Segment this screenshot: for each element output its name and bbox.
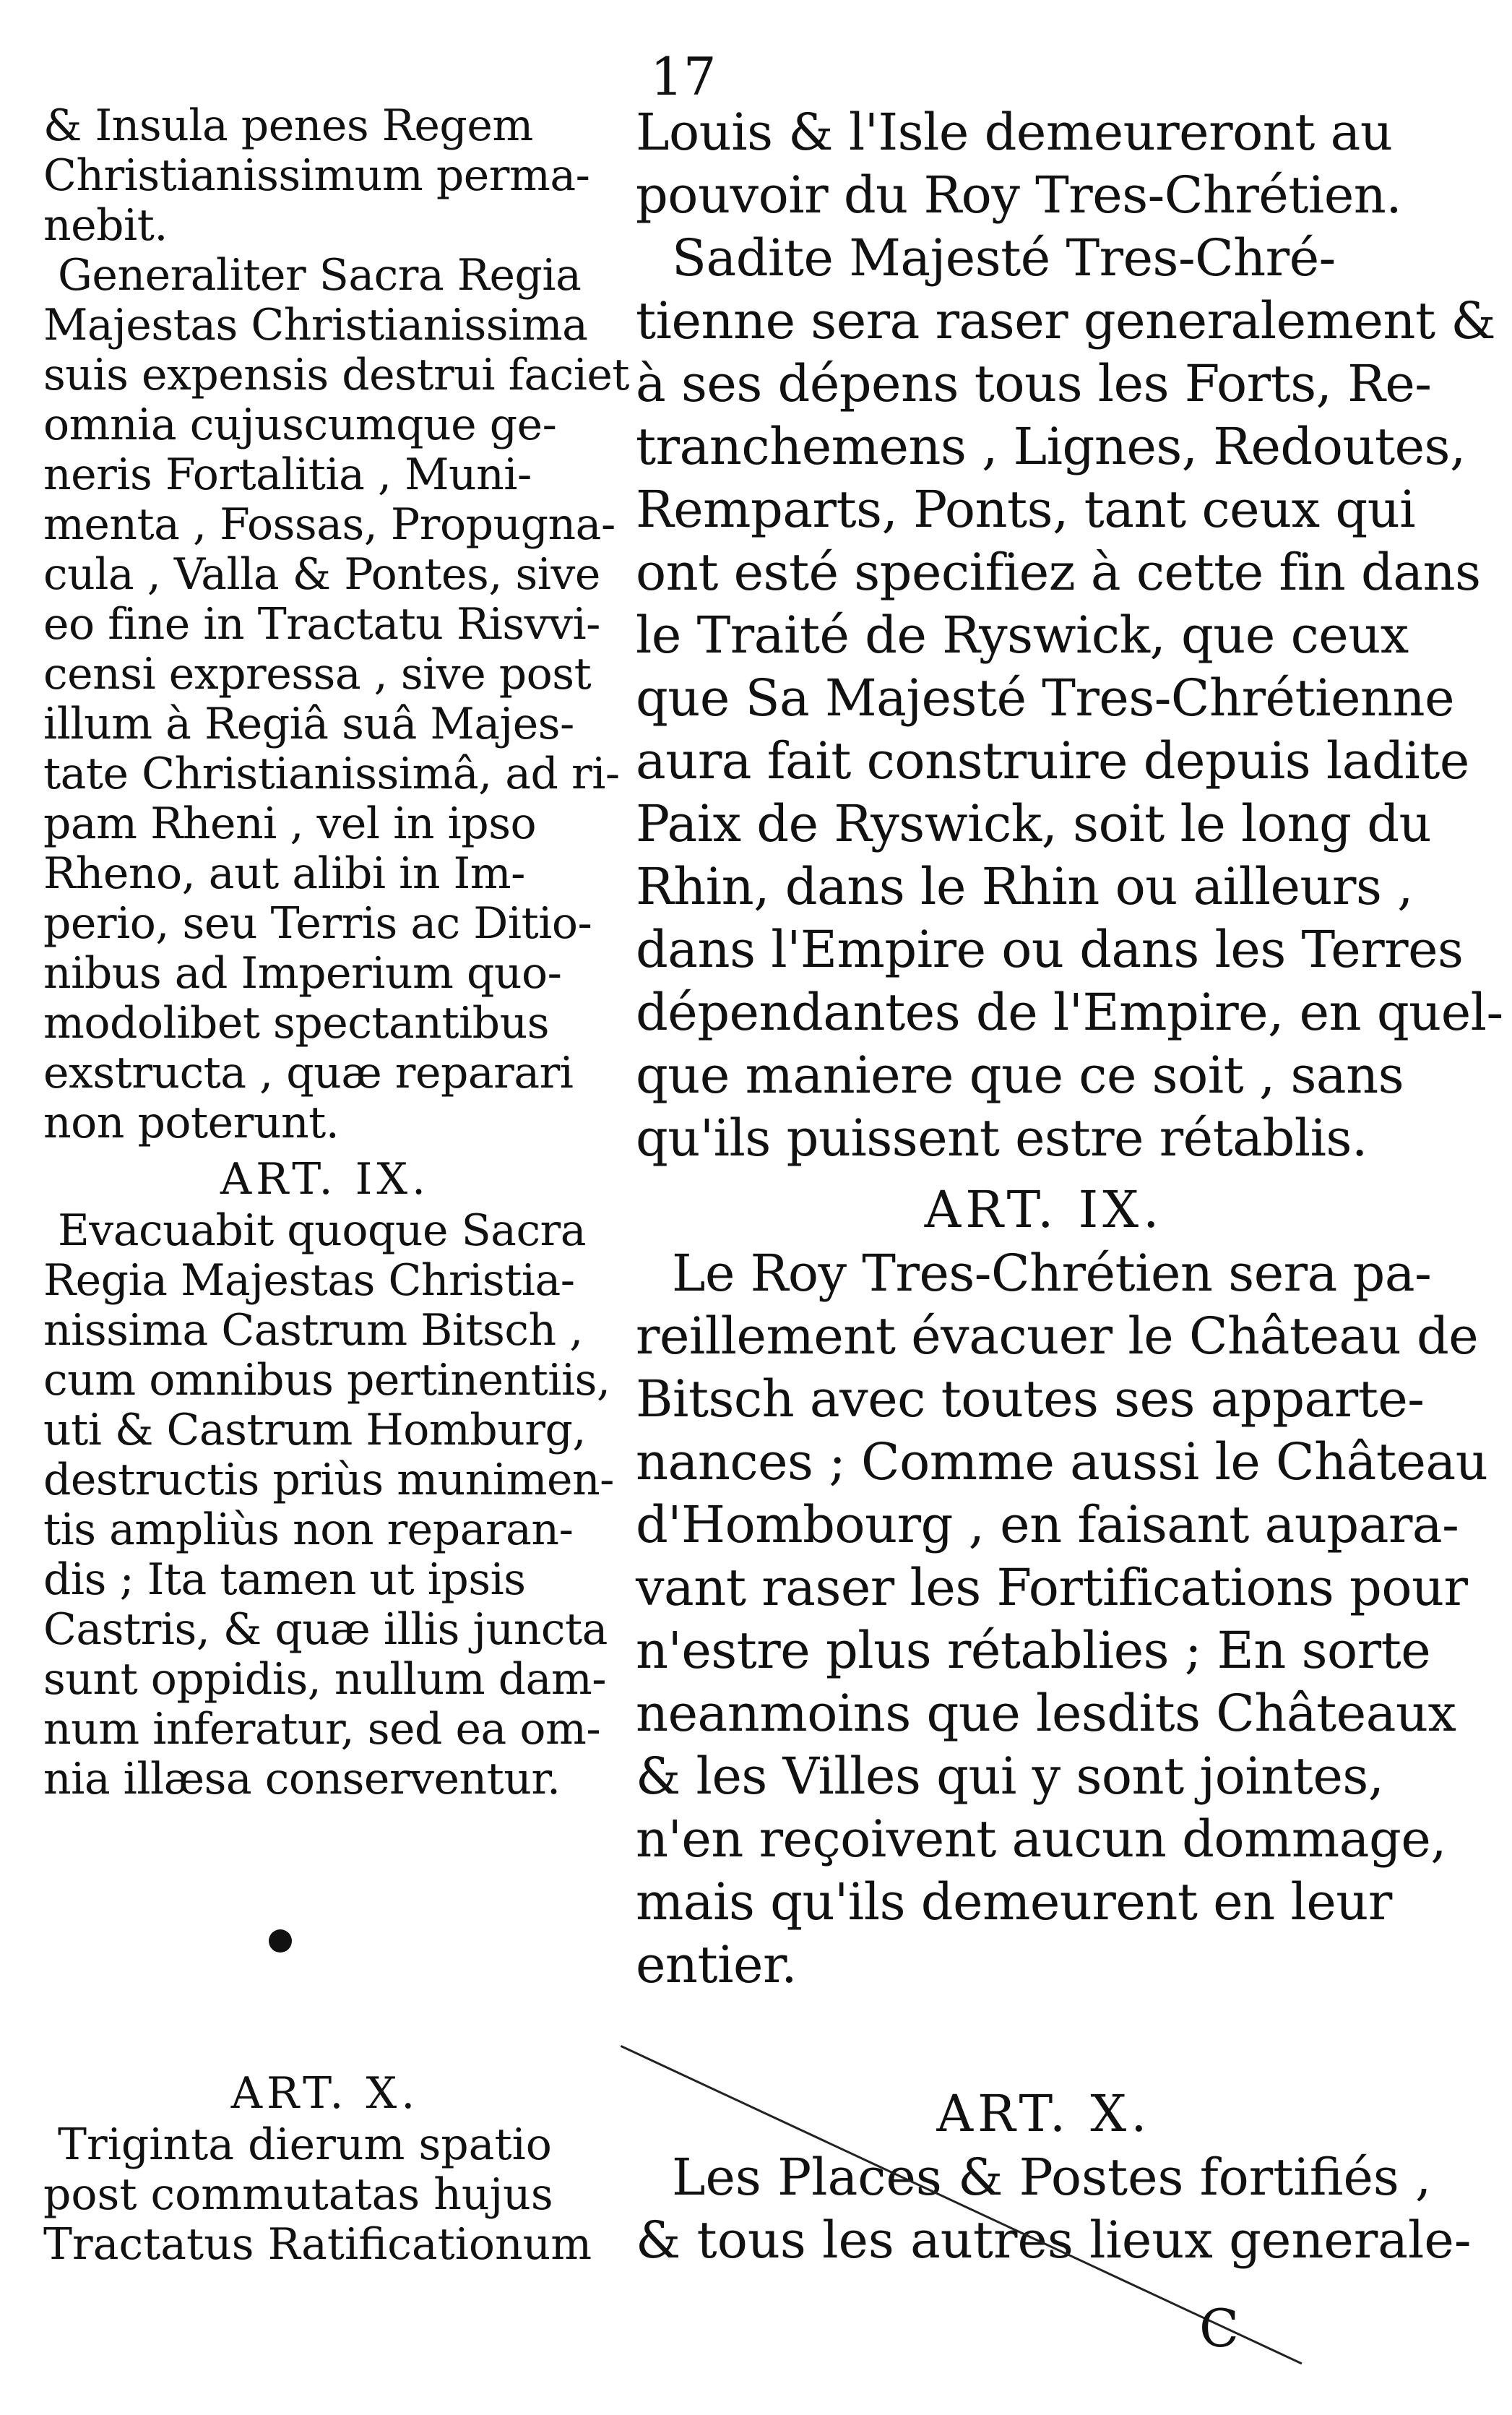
text-line: tis ampliùs non reparan- [43, 1504, 574, 1555]
text-line: le Traité de Ryswick, que ceux [636, 606, 1409, 665]
text-line: dépendantes de l'Empire, en quel- [636, 983, 1503, 1042]
text-line: à ses dépens tous les Forts, Re- [636, 354, 1432, 413]
text-line: cum omnibus pertinentiis, [43, 1355, 610, 1405]
text-line: Regia Majestas Christia- [43, 1255, 575, 1306]
catchword: C [1199, 2298, 1240, 2359]
text-line: dis ; Ita tamen ut ipsis [43, 1554, 526, 1605]
text-line: neris Fortalitia , Muni- [43, 449, 532, 500]
text-line: Remparts, Ponts, tant ceux qui [636, 480, 1416, 539]
text-line: vant raser les Fortifications pour [636, 1558, 1468, 1617]
latin-column-article-x [43, 2067, 607, 2270]
text-line: pouvoir du Roy Tres-Chrétien. [636, 165, 1402, 225]
article-heading-x: ART. X. [936, 2084, 1152, 2143]
ornament-dot-icon [269, 1929, 292, 1953]
text-line: omnia cujuscumque ge- [43, 400, 557, 450]
text-line: Majestas Christianissima [43, 300, 588, 350]
text-line: menta , Fossas, Propugna- [43, 499, 615, 550]
text-line: Les Places & Postes fortifiés , [672, 2148, 1432, 2207]
text-line: nissima Castrum Bitsch , [43, 1305, 583, 1356]
latin-column [43, 100, 630, 1804]
text-line: cula , Valla & Pontes, sive [43, 549, 600, 600]
text-line: aura fait construire depuis ladite [636, 731, 1469, 791]
article-heading-ix: ART. IX. [220, 1154, 431, 1205]
text-line: dans l'Empire ou dans les Terres [636, 920, 1464, 979]
text-line: Sadite Majesté Tres-Chré- [672, 228, 1336, 288]
text-line: modolibet spectantibus [43, 998, 550, 1049]
text-line: destructis priùs munimen- [43, 1455, 614, 1505]
article-heading-ix: ART. IX. [924, 1180, 1164, 1239]
text-line: nibus ad Imperium quo- [43, 948, 562, 999]
text-line: nances ; Comme aussi le Château [636, 1432, 1488, 1491]
text-line: Bitsch avec toutes ses apparte- [636, 1369, 1425, 1429]
text-line: n'estre plus rétablies ; En sorte [636, 1621, 1431, 1680]
text-line: Paix de Ryswick, soit le long du [636, 794, 1432, 853]
text-line: ont esté specifiez à cette fin dans [636, 543, 1481, 602]
text-line: eo fine in Tractatu Risvvi- [43, 599, 600, 650]
text-line: neanmoins que lesdits Châteaux [636, 1684, 1456, 1743]
text-line: Rheno, aut alibi in Im- [43, 848, 525, 899]
text-line: exstructa , quæ reparari [43, 1048, 574, 1098]
text-line: Castris, & quæ illis juncta [43, 1604, 608, 1655]
text-line: & tous les autres lieux generale- [636, 2210, 1472, 2270]
text-line: nebit. [43, 200, 168, 251]
text-line: que Sa Majesté Tres-Chrétienne [636, 668, 1454, 728]
text-line: tienne sera raser generalement & [636, 291, 1496, 350]
article-heading-x: ART. X. [230, 2068, 420, 2119]
text-line: & Insula penes Regem [43, 100, 533, 151]
text-line: d'Hombourg , en faisant aupara- [636, 1495, 1459, 1554]
text-line: non poterunt. [43, 1098, 340, 1148]
text-line: Generaliter Sacra Regia [58, 250, 582, 301]
text-line: Triginta dierum spatio [58, 2119, 552, 2170]
text-line: censi expressa , sive post [43, 649, 592, 699]
text-line: sunt oppidis, nullum dam- [43, 1654, 607, 1705]
text-line: uti & Castrum Homburg, [43, 1405, 586, 1455]
text-line: tate Christianissimâ, ad ri- [43, 749, 620, 799]
text-line: entier. [636, 1935, 797, 1994]
text-line: suis expensis destrui faciet [43, 350, 630, 400]
text-line: nia illæsa conserventur. [43, 1754, 561, 1804]
french-column [636, 101, 1503, 1997]
text-line: illum à Regiâ suâ Majes- [43, 699, 574, 749]
text-line: & les Villes qui y sont jointes, [636, 1747, 1384, 1806]
text-line: Christianissimum perma- [43, 150, 590, 201]
text-line: tranchemens , Lignes, Redoutes, [636, 417, 1466, 476]
text-line: post commutatas hujus [43, 2169, 553, 2220]
text-line: Louis & l'Isle demeureront au [636, 103, 1393, 162]
text-line: Rhin, dans le Rhin ou ailleurs , [636, 857, 1413, 916]
text-line: Le Roy Tres-Chrétien sera pa- [672, 1244, 1432, 1303]
text-line: Evacuabit quoque Sacra [58, 1205, 587, 1256]
text-line: pam Rheni , vel in ipso [43, 798, 537, 849]
page-number: 17 [650, 46, 717, 107]
text-line: num inferatur, sed ea om- [43, 1704, 601, 1755]
text-line: perio, seu Terris ac Ditio- [43, 898, 592, 949]
text-line: mais qu'ils demeurent en leur [636, 1872, 1392, 1932]
text-line: reillement évacuer le Château de [636, 1306, 1479, 1366]
text-line: n'en reçoivent aucun dommage, [636, 1809, 1447, 1869]
text-line: qu'ils puissent estre rétablis. [636, 1109, 1368, 1168]
text-line: que maniere que ce soit , sans [636, 1046, 1404, 1105]
text-line: Tractatus Ratificationum [43, 2219, 592, 2270]
